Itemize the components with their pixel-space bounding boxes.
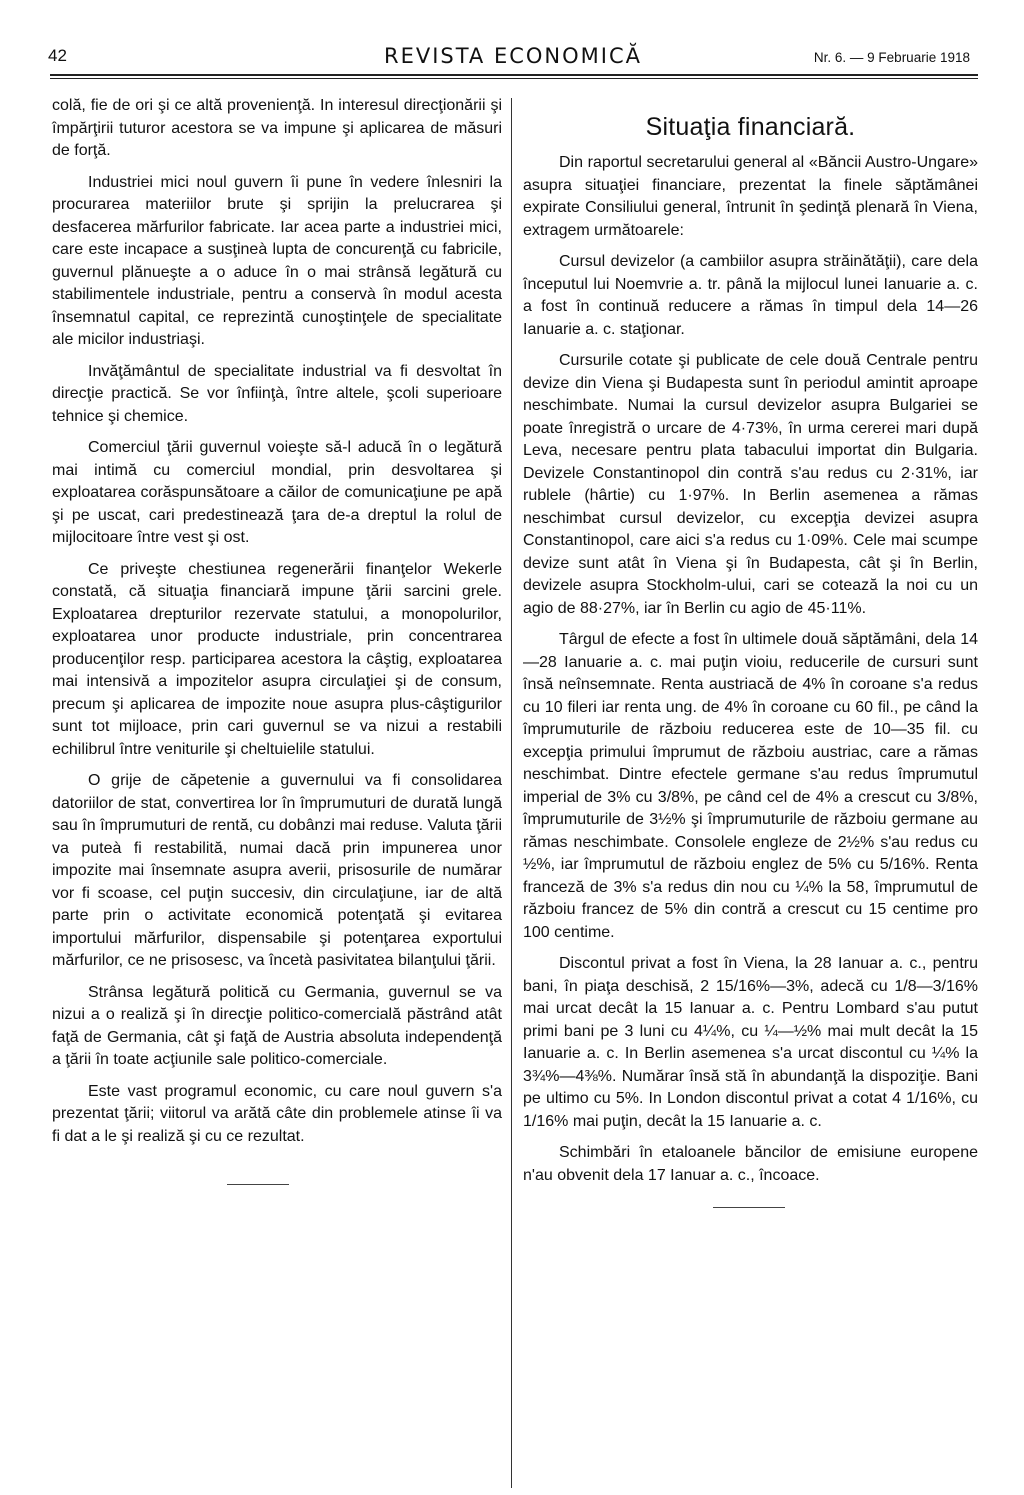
issue-date: Nr. 6. — 9 Februarie 1918 — [813, 50, 970, 65]
header-rule — [50, 74, 978, 76]
paragraph: Cursurile cotate şi publicate de cele două Centrale pentru devize din Viena şi Budapesta sunt în periodul amintit aproape neschimbate. Numai la cursul devizelor asupra Bulgariei se poate înregistră o urcare de 4·73%, în urma cererei mari după Leva, necesare pentru plata tabacului importat din Bulgaria. Devizele Constantinopol din contră s'au redus cu 2·31%, iar rublele (hârtie) cu 1·97%. In Berlin asemenea a rămas neschimbat cursul devizelor, cu excepţia devizei asupra Constantinopol, care aici s'a redus cu 1·09%. Cele mai scumpe devize sunt atât în Viena şi în Budapesta, cât şi în Berlin, devizele asupra Stockholm-ului, cari se cotează la noi cu un agio de 88·27%, iar în Berlin cu agio de 45·11%. — [523, 352, 978, 617]
paragraph: Strânsa legătură politică cu Germania, guvernul se va nizui a o realiză şi în direcţie politico-comercială păstrând atât faţă de Germania, cât şi faţă de Austria absoluta independenţă a ţării în toate acţiunile sale politico-comerciale. — [52, 983, 502, 1068]
paragraph: Discontul privat a fost în Viena, la 28 Ianuar a. c., pentru bani, în piaţa deschisă, 2 15/16%—3%, adecă cu 1/8—3/16% mai urcat decât la 15 Ianuar a. c. Pentru Lombard s'au putut primi bani pe 3 luni cu 4¼%, cu ¼—½% mai mult decât la 15 Ianuarie a. c. In Berlin asemenea s'a urcat discontul cu ¼% la 3¾%—4⅜%. Numărar însă stă în abundanţă la dispoziţie. Bani pe ultimo cu 5%. In London discontul privat a cotat 4 1/16%, cu 1/16% mai puţin, decât la 15 Ianuarie a. c. — [523, 955, 978, 1130]
left-column — [52, 95, 502, 1185]
right-column — [523, 95, 978, 1208]
header-rule-thin — [50, 78, 978, 79]
column-divider — [511, 98, 512, 1488]
section-title: Situaţia financiară. — [645, 113, 856, 141]
page-header — [48, 44, 978, 74]
paragraph: Comerciul ţării guvernul voieşte să-l aducă în o legătură mai intimă cu comerciul mondial, prin desvoltarea şi exploatarea corăspunsătoare a căilor de comunicaţiune pe apă şi pe uscat, cari predestinează ţara de-a dreptul la rolul de mijlocitoare între vest şi ost. — [52, 439, 502, 546]
paragraph: O grije de căpetenie a guvernului va fi consolidarea datoriilor de stat, convertirea lor în împrumuturi de durată lungă sau în împrumuturi de rentă, cu dobânzi mai reduse. Valuta ţării va puteà fi restabilită, numai dacă prin impunerea unor impozite mai însemnate asupra averii, prisosurile de numărar vor fi scoase, cel puţin succesiv, din circulaţiune, iar de altă parte prin o activitate economică potenţată şi evitarea importului mărfurilor, dispensabile şi potenţarea exportului mărfurilor, ce ne prisosesc, va încetà pasivitatea bilanţului ţării. — [52, 772, 502, 969]
end-rule — [713, 1207, 785, 1208]
paragraph: colă, fie de ori şi ce altă provenienţă. In interesul direcţionării şi împărţirii tuturor acestora se va impune şi aplicarea de măsuri de forţă. — [52, 97, 502, 159]
paragraph: Invăţământul de specialitate industrial va fi desvoltat în direcţie practică. Se vor înfiinţà, între altele, şcoli superioare tehnice şi chemice. — [52, 362, 502, 425]
paragraph: Cursul devizelor (a cambiilor asupra străinătăţii), care dela începutul lui Noemvrie a. tr. până la mijlocul lunei Ianuarie a. c. a fost în continuă reducere a rămas în timpul dela 14—26 Ianuarie a. c. staţionar. — [523, 253, 978, 338]
page-number: 42 — [48, 46, 67, 65]
journal-title: REVISTA ECONOMICĂ — [383, 44, 643, 68]
paragraph: Din raportul secretarului general al «Băncii Austro-Ungare» asupra situaţiei financiare, prezentat la finele săptămânei expirate Consiliului general, întrunit în şedinţă plenară în Viena, extragem următoarele: — [523, 154, 978, 239]
paragraph: Schimbări în etaloanele băncilor de emisiune europene n'au obvenit dela 17 Ianuar a. c., încoace. — [523, 1144, 978, 1184]
paragraph: Târgul de efecte a fost în ultimele două săptămâni, dela 14—28 Ianuarie a. c. mai puţin vioiu, reducerile de cursuri sunt însă neînsemnate. Renta austriacă de 4% în coroane s'a redus cu 10 fileri iar renta ung. de 4% în coroane cu 60 fil., pe când la împrumuturile de războiu reducerea este de 10—35 fil. cu excepţia primului împrumut de războiu austriac, care a rămas neschimbat. Dintre efectele germane s'au redus împrumutul imperial de 3% cu 3/8%, pe când cel de 4% a crescut cu 3/8%, împrumuturile de 3½% şi împrumuturile de războiu germane au rămas neschimbate. Consolele engleze de 2½% s'au redus cu ½%, iar împrumutul de războiu englez de 5% cu 5/16%. Renta franceză de 3% s'a redus din nou cu ¼% la 58, împrumutul de războiu francez de 5% din contră a crescut cu 15 centime pro 100 centime. — [523, 631, 978, 941]
paragraph: Industriei mici noul guvern îi pune în vedere înlesniri la procurarea materiilor brute şi sprijin la prelucrarea şi desfacerea mărfurilor fabricate. Iar acea parte a industriei mici, care este incapace a susţineà lupta de concurenţă cu fabricile, guvernul plănueşte a o aduce în o mai strânsă legătură cu stabilimentele industriale, pentru a conservà în modul acesta însemnatul capital, ce reprezintă cunoştinţele de specialitate ale micilor industriaşi. — [52, 173, 502, 348]
end-rule — [227, 1184, 289, 1185]
paragraph: Ce priveşte chestiunea regenerării finanţelor Wekerle constată, că situaţia financiară impune ţării sarcini grele. Exploatarea drepturilor rezervate statului, a monopolurilor, exploatarea unor producte industriale, prin concentrarea producenţilor resp. participarea acestora la câştig, exploatarea mai intensivă a impozitelor asupra circulaţiei şi de consum, precum şi aplicarea de impozite noue asupra plus-câştigurilor sunt tot mijloace, prin cari guvernul se va nizui a restabili echilibrul între veniturile şi cheltuielile statului. — [52, 560, 502, 758]
paragraph: Este vast programul economic, cu care noul guvern s'a prezentat ţării; viitorul va arătă câte din problemele atinse îi va fi dat a le şi realiză şi cu ce rezultat. — [52, 1082, 502, 1145]
